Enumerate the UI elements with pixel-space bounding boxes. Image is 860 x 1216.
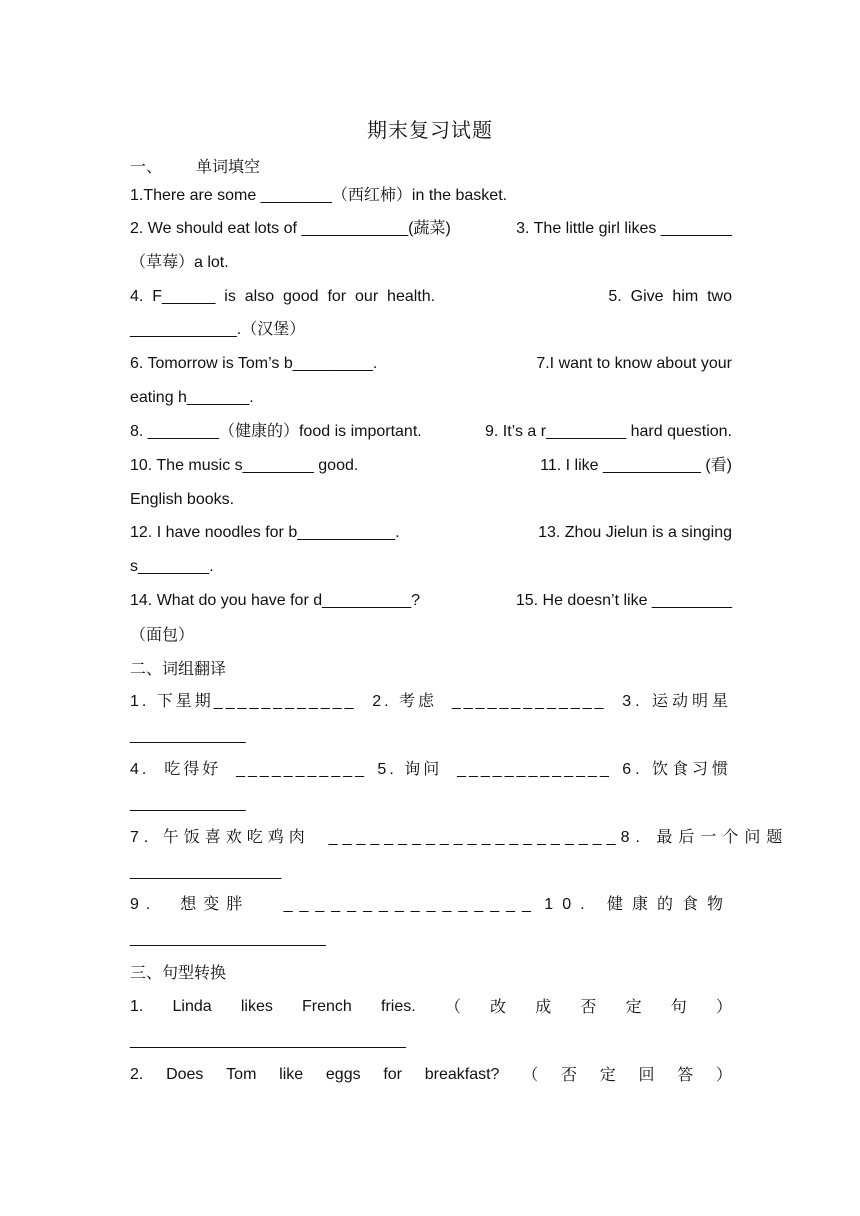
phrase-6: 6. 饮食习惯	[622, 761, 732, 778]
sentence-2-word: like	[279, 1066, 304, 1083]
phrase-7: 7. 午饭喜欢吃鸡肉 _____________________	[130, 829, 621, 846]
sentence-2-word: 否	[560, 1065, 577, 1084]
sentence-1-word: 成	[535, 997, 552, 1016]
phrase-10-answer-line: ______________________	[130, 930, 326, 947]
sentence-1-word: ）	[715, 997, 732, 1016]
phrase-3-answer-line: _____________	[130, 727, 246, 744]
sentence-2-word: （	[522, 1065, 539, 1084]
section-heading-1	[130, 157, 732, 177]
question-15: 15. He doesn’t like _________	[515, 592, 732, 609]
question-5-continued: ____________.（汉堡）	[130, 321, 306, 338]
sentence-1-word: likes	[240, 998, 273, 1015]
question-11-continued: English books.	[130, 491, 235, 508]
question-row-2-3	[130, 219, 732, 239]
question-1: 1.There are some ________（西红柿）in the basket.	[130, 187, 508, 204]
phrase-row-9-10	[130, 895, 732, 915]
question-13-continued: s________.	[130, 558, 214, 575]
phrase-9: 9. 想变胖 ________________	[130, 896, 538, 913]
question-9: 9. It’s a r_________ hard question.	[485, 423, 732, 440]
sentence-2-word: 答	[677, 1065, 694, 1084]
question-2: 2. We should eat lots of ____________(蔬菜)	[130, 220, 451, 237]
sentence-1-word: 定	[625, 997, 642, 1016]
sentence-1-word: fries.	[381, 998, 416, 1015]
question-row-8-9	[130, 422, 732, 442]
question-3-continued: （草莓）a lot.	[130, 254, 229, 271]
phrase-3: 3. 运动明星	[622, 693, 732, 710]
question-12: 12. I have noodles for b___________.	[130, 524, 400, 541]
question-row-4-5	[130, 287, 732, 307]
sentence-1-word: （	[444, 997, 461, 1016]
sentence-1-word: 否	[580, 997, 597, 1016]
section-number: 一、	[130, 157, 163, 176]
phrase-4: 4. 吃得好 ___________	[130, 761, 368, 778]
sentence-2-word: 2.	[130, 1066, 144, 1083]
phrase-8: 8. 最后一个问题	[620, 829, 789, 846]
sentence-1-word: French	[302, 998, 352, 1015]
sentence-2-word: Tom	[226, 1066, 257, 1083]
sentence-1-word: 改	[490, 997, 507, 1016]
question-row-14-15	[130, 591, 732, 611]
phrase-5: 5. 询问 _____________	[377, 761, 612, 778]
sentence-2-word: breakfast?	[424, 1066, 500, 1083]
phrase-10: 10. 健康的食物	[544, 896, 732, 913]
phrase-row-1-3	[130, 692, 732, 712]
section-heading-3: 三、句型转换	[130, 963, 227, 982]
question-6: 6. Tomorrow is Tom’s b_________.	[130, 355, 378, 372]
question-5: 5. Give him two	[608, 288, 732, 305]
question-10: 10. The music s________ good.	[130, 457, 359, 474]
section-title: 单词填空	[196, 157, 261, 176]
question-14: 14. What do you have for d__________?	[130, 592, 420, 609]
sentence-1-answer-line: _______________________________	[130, 1032, 406, 1049]
question-7: 7.I want to know about your	[536, 355, 732, 372]
question-11: 11. I like ___________ (看)	[540, 457, 732, 474]
question-row-6-7	[130, 354, 732, 374]
phrase-6-answer-line: _____________	[130, 795, 246, 812]
sentence-2	[130, 1065, 732, 1085]
phrase-row-4-6	[130, 760, 732, 780]
sentence-2-word: ）	[715, 1065, 732, 1084]
question-13: 13. Zhou Jielun is a singing	[538, 524, 732, 541]
sentence-1	[130, 997, 732, 1017]
question-4: 4. F______ is also good for our health.	[130, 288, 436, 305]
sentence-2-word: 回	[638, 1065, 655, 1084]
question-7-continued: eating h_______.	[130, 389, 254, 406]
sentence-2-word: 定	[599, 1065, 616, 1084]
phrase-2: 2. 考虑 _____________	[372, 693, 607, 710]
question-15-continued: （面包）	[130, 625, 195, 644]
section-heading-2: 二、词组翻译	[130, 659, 227, 678]
phrase-1: 1. 下星期____________	[130, 693, 357, 710]
phrase-8-answer-line: _________________	[130, 863, 282, 880]
sentence-1-word: 句	[670, 997, 687, 1016]
sentence-1-word: 1.	[130, 998, 144, 1015]
sentence-2-word: for	[383, 1066, 402, 1083]
page-title: 期末复习试题	[367, 118, 493, 142]
sentence-2-word: eggs	[325, 1066, 361, 1083]
sentence-1-word: Linda	[172, 998, 212, 1015]
sentence-2-word: Does	[166, 1066, 204, 1083]
question-row-10-11	[130, 456, 732, 476]
question-8: 8. ________（健康的）food is important.	[130, 423, 422, 440]
question-row-12-13	[130, 523, 732, 543]
question-3: 3. The little girl likes ________	[516, 220, 732, 237]
phrase-row-7-8	[130, 828, 789, 848]
